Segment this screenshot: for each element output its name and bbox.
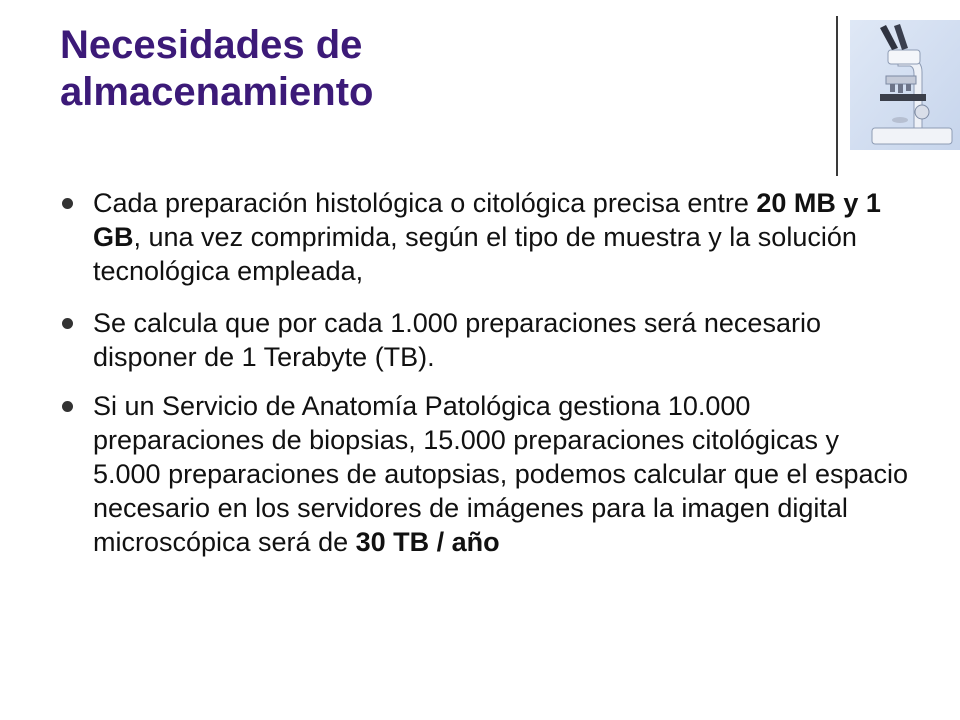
slide-title-line-1: Necesidades de [60, 23, 363, 67]
bullet-text: , una vez comprimida, según el tipo de muestra y la solución tecnológica empleada, [93, 222, 857, 286]
bullet-list [60, 186, 910, 559]
bullet-dot [62, 401, 73, 412]
vertical-divider [836, 16, 838, 176]
bullet-dot [62, 198, 73, 209]
bullet-item-annual-calculation [60, 389, 910, 559]
bullet-text: Si un Servicio de Anatomía Patológica gestiona 10.000 preparaciones de biopsias, 15.000 preparaciones citológicas y 5.000 preparaciones de autopsias, podemos calcular que el espacio necesario en los servidores de imágenes para la imagen digital microscópica será de [93, 391, 909, 557]
slide-title [60, 22, 800, 116]
bullet-text: Cada preparación histológica o citológica precisa entre [93, 188, 757, 218]
bullet-bold-text: 30 TB / año [355, 527, 500, 557]
microscope-icon [850, 20, 960, 150]
slide-title-line-2: almacenamiento [60, 70, 374, 114]
bullet-bold-text: 20 MB y 1 GB [93, 188, 881, 252]
bullet-dot [62, 318, 73, 329]
bullet-item-terabyte-estimate [60, 306, 910, 374]
bullet-item-storage-per-slide [60, 186, 910, 288]
bullet-text: Se calcula que por cada 1.000 preparaciones será necesario disponer de 1 Terabyte (TB). [93, 308, 821, 372]
